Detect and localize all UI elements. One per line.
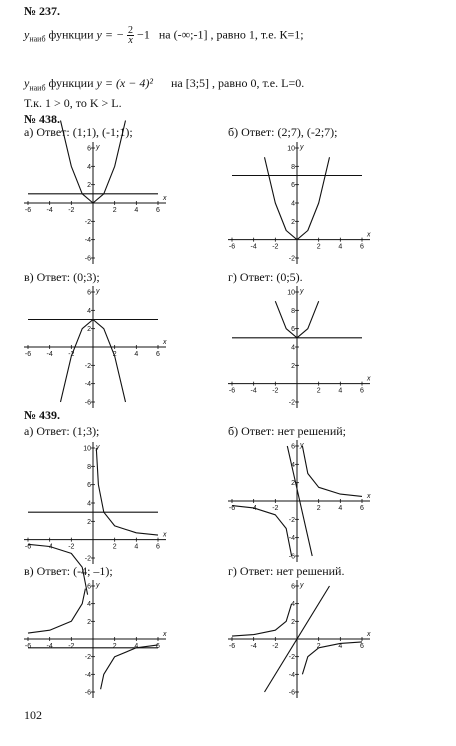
y-symbol: y: [24, 27, 30, 42]
x-tick-label: -4: [46, 643, 53, 650]
y-tick-label: 4: [291, 601, 295, 609]
x-tick-label: 2: [112, 207, 117, 214]
p237-line2: [24, 76, 304, 92]
word-function: функции: [48, 27, 94, 42]
x-axis-label: x: [163, 195, 167, 202]
x-tick-label: 2: [316, 643, 321, 650]
y-tick-label: -2: [84, 362, 91, 370]
y-tick-label: 2: [87, 326, 91, 334]
x-tick-label: -2: [272, 505, 279, 512]
graph-438v: [20, 286, 168, 408]
x-tick-label: -6: [228, 243, 236, 251]
x-tick-label: -2: [68, 207, 75, 214]
y-axis-label: y: [96, 444, 100, 451]
y-tick-label: -2: [288, 399, 295, 407]
x-tick-label: -2: [272, 643, 279, 650]
y-tick-label: 4: [87, 601, 91, 609]
x-tick-label: 6: [360, 387, 364, 395]
y-tick-label: -4: [84, 671, 91, 679]
y-tick-label: 4: [291, 461, 295, 469]
graph-439b: [224, 440, 372, 562]
y-axis-label: y: [300, 144, 304, 151]
p237-line1: [24, 26, 304, 45]
x-tick-label: 4: [338, 387, 343, 395]
x-tick-label: 2: [112, 351, 117, 358]
x-tick-label: -6: [24, 351, 32, 358]
series-line: [96, 448, 158, 535]
y-symbol: y: [24, 76, 30, 90]
x-axis-label: x: [163, 631, 167, 638]
x-tick-label: 4: [134, 351, 139, 358]
x-axis-label: x: [163, 339, 167, 346]
x-tick-label: -6: [24, 207, 32, 214]
series-line: [302, 446, 362, 496]
interval: на (-∞;-1]: [158, 27, 208, 42]
graph-439g: [224, 580, 372, 698]
x-axis-label: x: [367, 375, 371, 383]
x-tick-label: -6: [24, 643, 32, 650]
problem-438-title: № 438.: [24, 112, 61, 126]
series-line: [232, 604, 292, 636]
graph-439v: [20, 580, 168, 698]
answer-438b: б) Ответ: (2;7), (-2;7);: [228, 125, 338, 139]
x-tick-label: 6: [156, 207, 160, 214]
p237-conclusion: Т.к. 1 > 0, то K > L.: [24, 96, 122, 110]
y-tick-label: 2: [87, 182, 91, 190]
y-tick-label: -6: [84, 689, 91, 697]
x-axis-label: x: [367, 231, 371, 239]
y-tick-label: -4: [288, 671, 295, 679]
x-tick-label: -2: [68, 351, 75, 358]
problem-237-title: № 237.: [24, 4, 61, 18]
y-tick-label: -2: [84, 555, 91, 563]
x-tick-label: 6: [156, 543, 160, 551]
y-tick-label: -4: [84, 237, 91, 245]
x-tick-label: 4: [338, 505, 343, 512]
y-tick-label: 2: [87, 518, 91, 526]
graph-438a: [20, 142, 168, 264]
y-tick-label: 6: [291, 583, 295, 591]
x-tick-label: -6: [228, 505, 236, 512]
x-tick-label: -2: [68, 543, 75, 551]
y-tick-label: -4: [84, 381, 91, 389]
series-line: [101, 645, 158, 689]
x-axis-label: x: [367, 631, 371, 638]
x-axis-label: x: [367, 493, 371, 500]
y-tick-label: 6: [87, 145, 91, 153]
y-tick-label: 2: [291, 218, 295, 226]
y-tick-label: 6: [87, 482, 91, 490]
fraction-denominator: x: [128, 35, 133, 46]
x-tick-label: -2: [272, 387, 279, 395]
x-tick-label: 6: [360, 505, 364, 512]
x-tick-label: 4: [134, 207, 139, 214]
y-axis-label: y: [96, 288, 100, 295]
x-tick-label: -4: [250, 643, 257, 650]
y-tick-label: -2: [288, 654, 295, 662]
x-tick-label: -4: [250, 505, 257, 512]
y-tick-label: 4: [87, 307, 91, 315]
y-tick-label: 8: [291, 307, 295, 315]
x-tick-label: 2: [112, 543, 117, 551]
y-tick-label: 6: [87, 583, 91, 591]
y-tick-label: 6: [87, 289, 91, 297]
answer-438v: в) Ответ: (0;3);: [24, 270, 100, 284]
page-number: 102: [24, 708, 42, 722]
x-tick-label: 4: [338, 243, 343, 251]
y-tick-label: -2: [288, 255, 295, 263]
result: , равно 1, т.е. К=1;: [210, 27, 304, 42]
y-tick-label: 2: [291, 480, 295, 488]
y-tick-label: 6: [291, 326, 295, 334]
x-tick-label: -4: [250, 243, 257, 251]
y-tick-label: 10: [287, 289, 295, 297]
y-tick-label: 10: [287, 145, 295, 153]
answer-438g: г) Ответ: (0;5).: [228, 270, 303, 284]
interval: на [3;5]: [170, 76, 210, 90]
x-tick-label: 4: [134, 543, 139, 551]
y-tick-label: 2: [291, 362, 295, 370]
x-tick-label: -6: [228, 387, 236, 395]
y-tick-label: 10: [83, 445, 91, 453]
y-tick-label: -6: [84, 399, 91, 407]
x-tick-label: 2: [112, 643, 117, 650]
answer-439b: б) Ответ: нет решений;: [228, 424, 346, 438]
x-tick-label: 2: [316, 387, 321, 395]
series-line: [232, 506, 292, 556]
problem-439-title: № 439.: [24, 408, 61, 422]
x-tick-label: -4: [46, 543, 53, 551]
answer-438a: а) Ответ: (1;1), (-1;1);: [24, 125, 133, 139]
y-axis-label: y: [300, 582, 304, 589]
y-tick-label: 8: [291, 163, 295, 171]
eq-prefix: y = −: [96, 27, 125, 42]
answer-439v: в) Ответ: (-4; –1);: [24, 564, 113, 578]
x-tick-label: -4: [46, 351, 53, 358]
y-tick-label: -2: [288, 516, 295, 524]
y-tick-label: 6: [291, 182, 295, 190]
x-tick-label: 2: [316, 505, 321, 512]
y-tick-label: -6: [288, 553, 295, 561]
y-tick-label: 4: [291, 344, 295, 352]
graph-439a: [20, 442, 168, 564]
y-tick-label: 2: [87, 618, 91, 626]
series-line: [28, 589, 85, 634]
y-tick-label: 2: [291, 618, 295, 626]
x-tick-label: 6: [360, 243, 364, 251]
x-tick-label: 6: [156, 351, 160, 358]
x-tick-label: -2: [272, 243, 279, 251]
graph-438g: [224, 286, 372, 408]
y-tick-label: 4: [87, 163, 91, 171]
y-axis-label: y: [300, 442, 304, 449]
x-axis-label: x: [163, 531, 167, 539]
eq-suffix: −1: [137, 27, 150, 42]
x-tick-label: -6: [228, 643, 236, 650]
x-tick-label: 4: [338, 643, 343, 650]
y-tick-label: -6: [288, 689, 295, 697]
x-tick-label: -2: [68, 643, 75, 650]
y-tick-label: 4: [291, 200, 295, 208]
subscript-naib: наиб: [29, 34, 46, 44]
x-tick-label: -4: [250, 387, 257, 395]
x-tick-label: 6: [360, 643, 364, 650]
y-tick-label: -4: [288, 535, 295, 543]
x-tick-label: 2: [316, 243, 321, 251]
y-tick-label: -6: [84, 255, 91, 263]
x-tick-label: -4: [46, 207, 53, 214]
y-axis-label: y: [96, 582, 100, 589]
x-tick-label: -6: [24, 543, 32, 551]
x-tick-label: 4: [134, 643, 139, 650]
y-tick-label: 4: [87, 500, 91, 508]
answer-439g: г) Ответ: нет решений.: [228, 564, 345, 578]
y-tick-label: 8: [87, 463, 91, 471]
word-function: функции: [48, 76, 94, 90]
y-axis-label: y: [300, 288, 304, 295]
y-axis-label: y: [96, 144, 100, 151]
y-tick-label: -2: [84, 654, 91, 662]
y-tick-label: -2: [84, 218, 91, 226]
y-tick-label: 6: [291, 443, 295, 451]
series-line: [302, 642, 362, 674]
fraction: [127, 26, 134, 45]
fraction-numerator: 2: [128, 25, 134, 36]
x-tick-label: 6: [156, 643, 160, 650]
graph-438b: [224, 142, 372, 264]
equation: y = (x − 4)²: [96, 76, 153, 90]
answer-439a: а) Ответ: (1;3);: [24, 424, 100, 438]
result: , равно 0, т.е. L=0.: [212, 76, 305, 90]
subscript-naib: наиб: [29, 83, 46, 93]
